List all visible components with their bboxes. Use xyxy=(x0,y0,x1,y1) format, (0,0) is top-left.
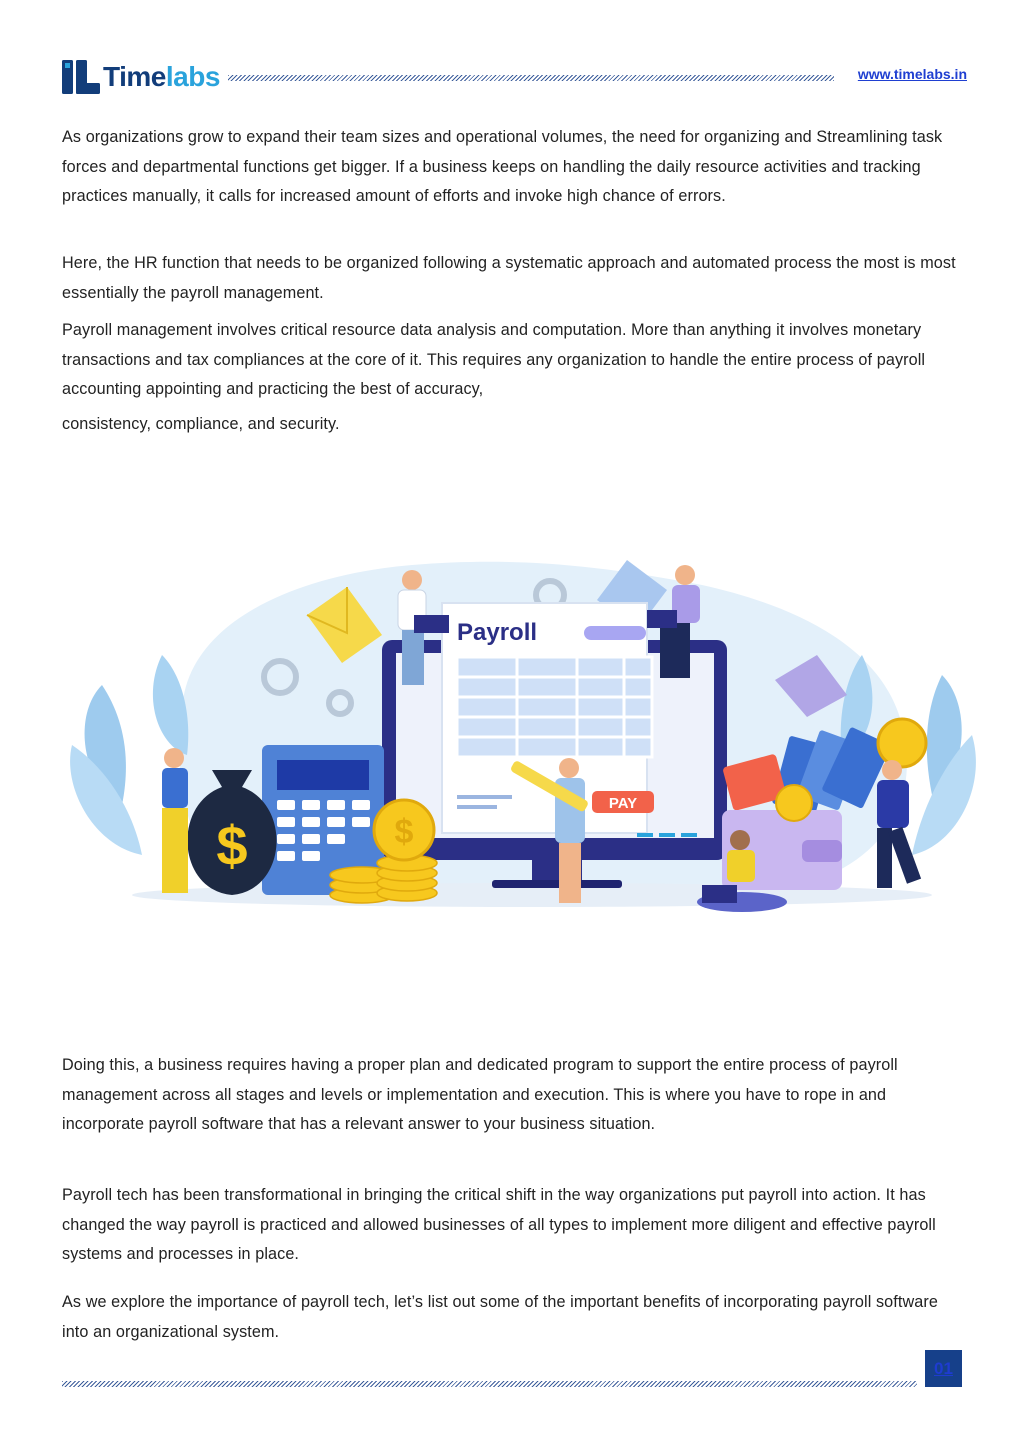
monitor-base xyxy=(492,880,622,888)
logo-mark-icon xyxy=(62,60,100,94)
screen-dashes xyxy=(637,833,697,837)
page-header xyxy=(62,58,967,98)
pay-button-label: PAY xyxy=(608,795,638,812)
header-divider xyxy=(228,75,834,81)
footer-divider xyxy=(62,1381,917,1387)
website-link[interactable]: www.timelabs.in xyxy=(857,66,967,82)
page-number-link[interactable]: 01 xyxy=(925,1350,962,1387)
logo-wordmark: Timelabs xyxy=(103,61,220,92)
woman-phone-figure xyxy=(162,748,188,893)
paragraph-intro: As organizations grow to expand their team sizes and operational volumes, the need for organizing and Streamlining task forces and departmental functions get bigger. If a business keeps on handling the daily resource activities and tracking practices manually, it calls for increased amount of efforts and invoke high chance of errors. xyxy=(62,128,943,205)
wallet-clasp xyxy=(802,840,842,862)
coin-icon xyxy=(878,719,926,767)
money-bag-symbol: $ xyxy=(216,814,248,877)
paragraph-payroll-management: Payroll management involves critical resource data analysis and computation. More than anything it involves monetary transactions and tax compliances at the core of it. This requires any organization to handle the entire process of payroll accounting appointing and practicing the best of accuracy, xyxy=(62,321,926,398)
paragraph-benefits-intro: As we explore the importance of payroll tech, let’s list out some of the important benefits of incorporating payroll software into an organizational system. xyxy=(62,1293,938,1341)
payroll-table xyxy=(457,657,652,757)
paragraph-payroll-management-cont: consistency, compliance, and security. xyxy=(62,415,340,433)
title-pill xyxy=(584,626,646,640)
payroll-illustration xyxy=(62,555,982,940)
sheet-line xyxy=(457,795,512,799)
leaf-left-3 xyxy=(153,655,188,755)
coin-icon xyxy=(776,785,812,821)
timelabs-logo[interactable] xyxy=(62,60,220,94)
coin-symbol: $ xyxy=(394,813,414,851)
sheet-line xyxy=(457,805,497,809)
paragraph-payroll-tech: Payroll tech has been transformational in bringing the critical shift in the way organizations put payroll into action. It has changed the way payroll is practiced and allowed businesses of all types to implement more diligent and effective payroll systems and processes in place. xyxy=(62,1186,936,1263)
paragraph-hr-function: Here, the HR function that needs to be organized following a systematic approach and automated process the most is most essentially the payroll management. xyxy=(62,254,956,302)
payroll-title: Payroll xyxy=(457,619,538,646)
paragraph-planning: Doing this, a business requires having a proper plan and dedicated program to support the entire process of payroll management across all stages and levels or implementation and execution. This is where you have to rope in and incorporate payroll software that has a relevant answer to your business situation. xyxy=(62,1056,898,1133)
calculator-display xyxy=(277,760,369,790)
